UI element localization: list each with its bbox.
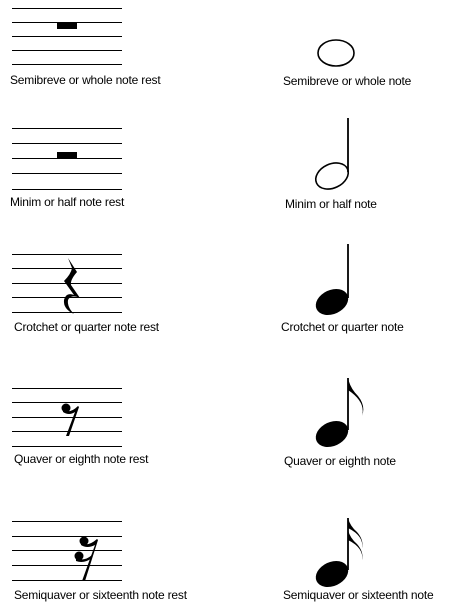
semibreve-rest-label: Semibreve or whole note rest [10,73,161,87]
quaver-note-label: Quaver or eighth note [284,454,396,468]
minim-rest-icon [57,152,77,158]
semiquaver-note-icon [312,514,382,594]
crotchet-note-label: Crotchet or quarter note [281,320,404,334]
minim-note-icon [312,116,362,196]
quaver-note-icon [312,374,382,454]
crotchet-note-icon [312,242,362,322]
crotchet-rest-label: Crotchet or quarter note rest [14,320,159,334]
semibreve-note-label: Semibreve or whole note [283,74,412,88]
quaver-rest-label: Quaver or eighth note rest [14,452,149,466]
semibreve-note-icon [316,38,356,68]
minim-rest-label: Minim or half note rest [10,195,125,209]
semiquaver-rest-icon [74,535,108,585]
crotchet-rest-icon [58,258,88,318]
quaver-rest-icon [58,402,88,442]
semiquaver-rest-label: Semiquaver or sixteenth note rest [14,588,187,602]
minim-note-label: Minim or half note [285,197,377,211]
semibreve-rest-icon [57,22,77,29]
semiquaver-note-label: Semiquaver or sixteenth note [283,588,434,602]
